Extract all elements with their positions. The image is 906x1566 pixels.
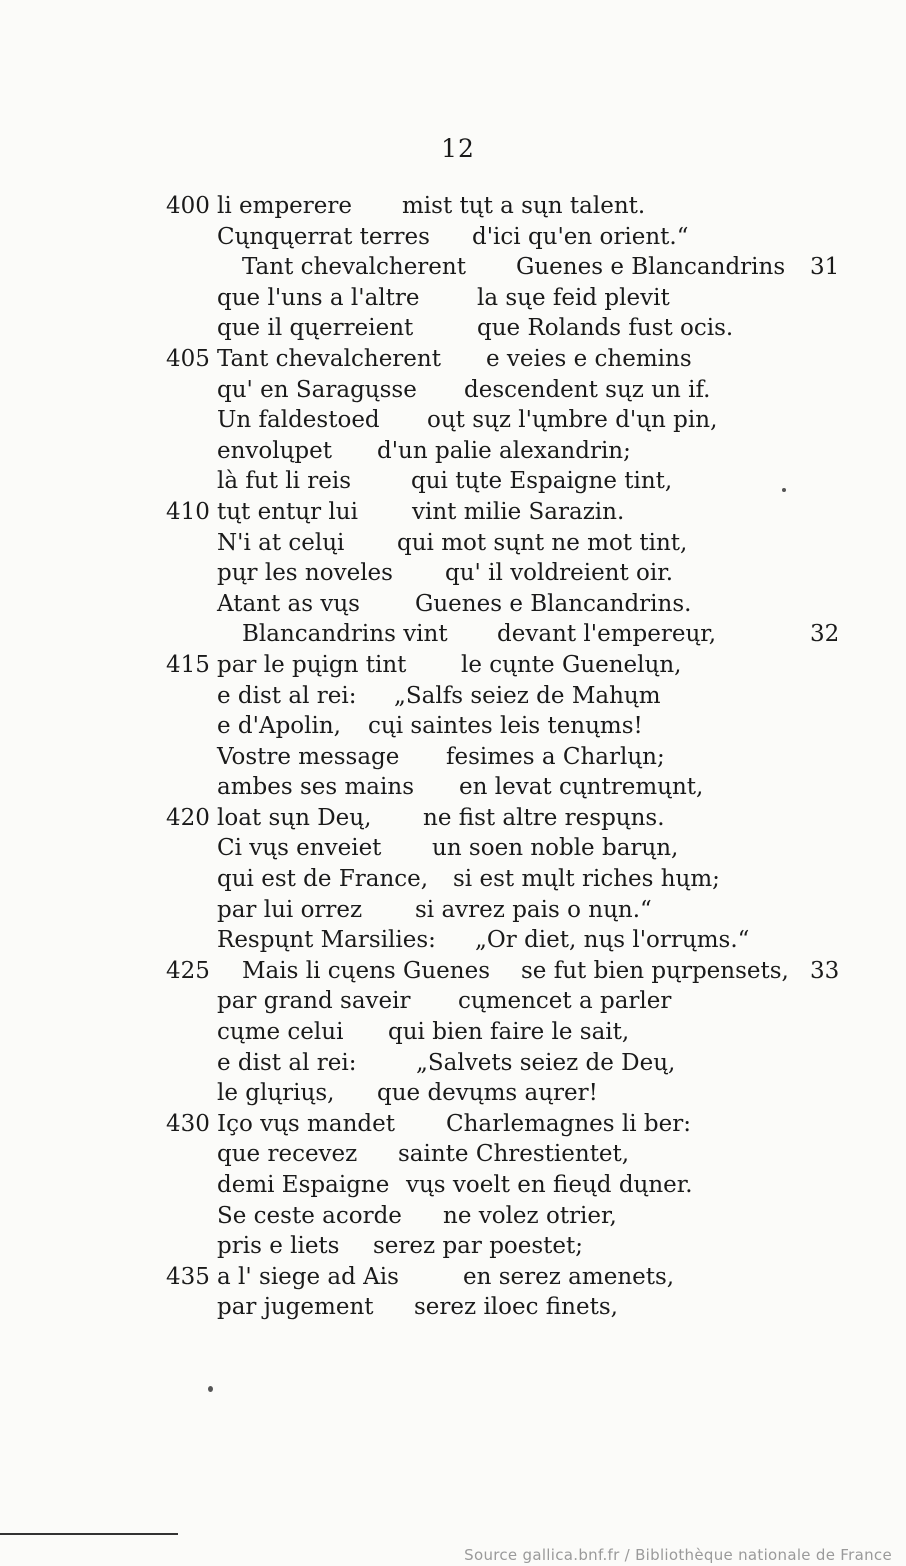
verse-first-hemistich: par jugement [217, 1294, 374, 1321]
page-number: 12 [441, 134, 475, 163]
verse-second-hemistich: Charlemagnes li ber: [446, 1110, 691, 1137]
source-credit: Source gallica.bnf.fr / Bibliothèque nationale de France [464, 1546, 892, 1564]
line-number: 435 [166, 1263, 210, 1290]
verse-line [0, 466, 906, 497]
verse-line [0, 589, 906, 620]
verse-first-hemistich: Iço vųs mandet [217, 1110, 395, 1137]
verse-first-hemistich: là fut li reis [217, 468, 352, 495]
verse-first-hemistich: e d'Apolin, [217, 713, 341, 740]
verse-line [0, 772, 906, 803]
verse-second-hemistich: „Salfs seiez de Mahųm [394, 682, 661, 709]
verse-first-hemistich: N'i at celųi [217, 529, 345, 556]
verse-first-hemistich: loat sųn Deų, [217, 804, 372, 831]
verse-first-hemistich: Vostre message [217, 743, 400, 770]
verse-line [0, 956, 906, 987]
verse-second-hemistich: qui tųte Espaigne tint, [411, 468, 673, 495]
verse-line [0, 528, 906, 559]
verse-line [0, 1109, 906, 1140]
verse-second-hemistich: „Or diet, nųs l'orrųms.“ [475, 927, 750, 954]
verse-second-hemistich: devant l'empereųr, [497, 621, 717, 648]
verse-first-hemistich: Mais li cųens Guenes [242, 957, 491, 984]
verse-first-hemistich: cųme celui [217, 1019, 344, 1046]
line-number: 420 [166, 804, 210, 831]
verse-second-hemistich: e veies e chemins [486, 345, 692, 372]
verse-first-hemistich: que il qųerreient [217, 315, 414, 342]
verse-line [0, 833, 906, 864]
line-number: 425 [166, 957, 210, 984]
verse-second-hemistich: descendent sųz un if. [464, 376, 711, 403]
verse-first-hemistich: Respųnt Marsilies: [217, 927, 436, 954]
verse-second-hemistich: serez iloec finets, [414, 1294, 618, 1321]
verse-line [0, 222, 906, 253]
line-number: 430 [166, 1110, 210, 1137]
verse-second-hemistich: si avrez pais o nųn.“ [415, 896, 652, 923]
verse-first-hemistich: Un faldestoed [217, 407, 380, 434]
line-number: 415 [166, 651, 210, 678]
verse-second-hemistich: mist tųt a sųn talent. [402, 193, 646, 219]
verse-first-hemistich: Blancandrins vint [242, 621, 448, 648]
verse-second-hemistich: en levat cųntremųnt, [459, 774, 704, 801]
verse-second-hemistich: vųs voelt en fieųd dųner. [406, 1172, 693, 1198]
verse-second-hemistich: oųt sųz l'ųmbre d'ųn pin, [427, 407, 718, 434]
verse-first-hemistich: Tant chevalcherent [217, 345, 441, 372]
laisse-number: 31 [810, 254, 840, 281]
verse-first-hemistich: demi Espaigne [217, 1172, 390, 1198]
verse-line [0, 436, 906, 467]
ink-speck [208, 1386, 213, 1392]
verse-second-hemistich: cųmencet a parler [458, 988, 672, 1015]
verse-second-hemistich: serez par poestet; [373, 1233, 584, 1260]
verse-line [0, 711, 906, 742]
verse-second-hemistich: un soen noble barųn, [432, 835, 679, 862]
verse-line [0, 1017, 906, 1048]
line-number: 400 [166, 193, 210, 219]
verse-second-hemistich: sainte Chrestientet, [398, 1141, 630, 1168]
verse-first-hemistich: par lui orrez [217, 896, 363, 923]
verse-line [0, 742, 906, 773]
verse-line [0, 313, 906, 344]
line-number: 410 [166, 498, 210, 525]
verse-line [0, 497, 906, 528]
verse-first-hemistich: Ci vųs enveiet [217, 835, 382, 862]
verse-second-hemistich: „Salvets seiez de Deų, [416, 1049, 676, 1076]
verse-second-hemistich: que devųms aųrer! [377, 1080, 598, 1107]
verse-line [0, 1170, 906, 1201]
verse-first-hemistich: tųt entųr lui [217, 498, 358, 525]
verse-second-hemistich: le cųnte Guenelųn, [461, 651, 682, 678]
verse-second-hemistich: d'ici qu'en orient.“ [472, 223, 689, 250]
verse-line [0, 986, 906, 1017]
verse-second-hemistich: si est mųlt riches hųm; [453, 866, 720, 893]
verse-line [0, 1078, 906, 1109]
verse-line [0, 375, 906, 406]
laisse-number: 32 [810, 621, 840, 648]
verse-second-hemistich: fesimes a Charlųn; [446, 743, 665, 770]
verse-line [0, 1262, 906, 1293]
verse-first-hemistich: e dist al rei: [217, 682, 357, 709]
verse-second-hemistich: qui bien faire le sait, [388, 1019, 630, 1046]
verse-line [0, 925, 906, 956]
laisse-number: 33 [810, 957, 840, 984]
verse-first-hemistich: envolųpet [217, 437, 333, 464]
verse-line [0, 191, 906, 222]
verse-line [0, 681, 906, 712]
verse-second-hemistich: vint milie Sarazin. [412, 498, 625, 525]
verse-line [0, 1139, 906, 1170]
verse-first-hemistich: Cųnqųerrat terres [217, 223, 430, 250]
verse-line [0, 803, 906, 834]
verse-first-hemistich: a l' siege ad Ais [217, 1263, 399, 1290]
verse-first-hemistich: Se ceste acorde [217, 1202, 402, 1229]
verse-first-hemistich: e dist al rei: [217, 1049, 357, 1076]
footer-rule [0, 1533, 178, 1535]
verse-first-hemistich: par grand saveir [217, 988, 411, 1015]
verse-second-hemistich: qui mot sųnt ne mot tint, [397, 529, 688, 556]
verse-line [0, 864, 906, 895]
verse-second-hemistich: se fut bien pųrpensets, [521, 957, 789, 984]
line-number: 405 [166, 345, 210, 372]
verse-first-hemistich: le glųriųs, [217, 1080, 335, 1107]
verse-line [0, 405, 906, 436]
verse-line [0, 283, 906, 314]
verse-first-hemistich: par le pųign tint [217, 651, 407, 678]
verse-second-hemistich: ne volez otrier, [443, 1202, 617, 1229]
verse-second-hemistich: Guenes e Blancandrins. [415, 590, 692, 617]
verse-second-hemistich: que Rolands fust ocis. [477, 315, 734, 342]
verse-first-hemistich: qui est de France, [217, 866, 429, 893]
verse-line [0, 558, 906, 589]
verse-text [0, 191, 906, 1323]
verse-line [0, 895, 906, 926]
verse-line [0, 1292, 906, 1323]
verse-second-hemistich: Guenes e Blancandrins [516, 254, 786, 281]
verse-first-hemistich: que recevez [217, 1141, 358, 1168]
ink-speck [782, 488, 786, 492]
verse-first-hemistich: ambes ses mains [217, 774, 414, 801]
verse-first-hemistich: li emperere [217, 193, 352, 219]
verse-second-hemistich: la sųe feid plevit [477, 284, 670, 311]
verse-line [0, 1201, 906, 1232]
verse-first-hemistich: Tant chevalcherent [242, 254, 466, 281]
verse-first-hemistich: Atant as vųs [217, 590, 360, 617]
verse-line [0, 344, 906, 375]
verse-line [0, 1048, 906, 1079]
verse-second-hemistich: d'un palie alexandrin; [377, 437, 631, 464]
verse-line [0, 252, 906, 283]
verse-line [0, 650, 906, 681]
verse-second-hemistich: en serez amenets, [463, 1263, 675, 1290]
verse-line [0, 1231, 906, 1262]
verse-first-hemistich: qu' en Saragųsse [217, 376, 417, 403]
verse-first-hemistich: pris e liets [217, 1233, 340, 1260]
verse-second-hemistich: cųi saintes leis tenųms! [368, 713, 643, 740]
verse-second-hemistich: qu' il voldreient oir. [445, 560, 674, 587]
verse-second-hemistich: ne fist altre respųns. [423, 804, 665, 831]
verse-line [0, 619, 906, 650]
verse-first-hemistich: que l'uns a l'altre [217, 284, 420, 311]
verse-first-hemistich: pųr les noveles [217, 560, 393, 587]
